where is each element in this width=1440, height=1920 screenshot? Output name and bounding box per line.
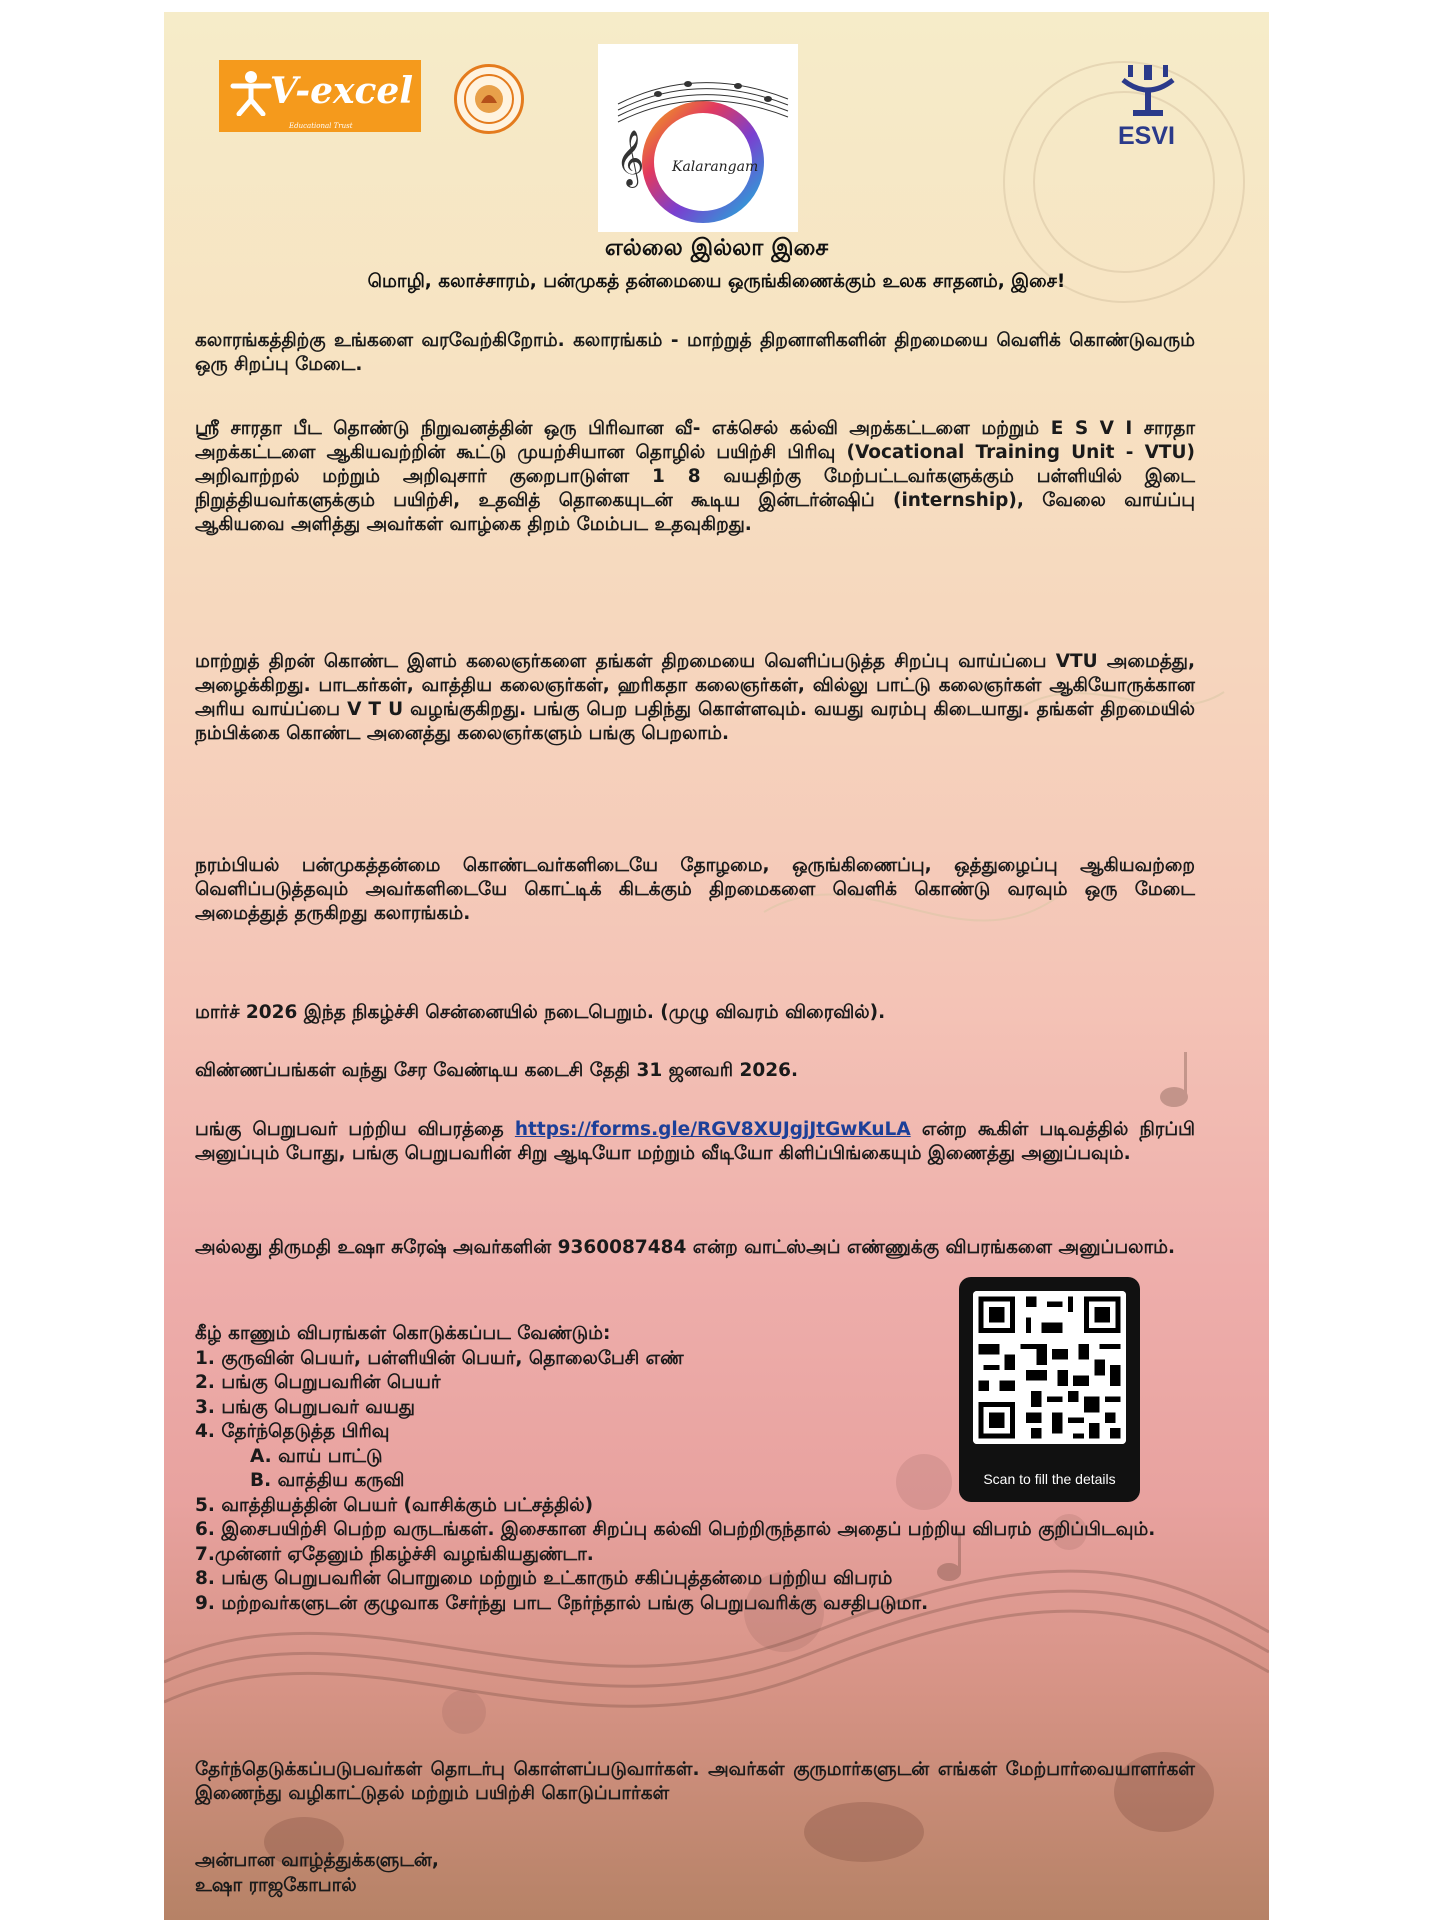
paragraph-whatsapp: அல்லது திருமதி உஷா சுரேஷ் அவர்களின் 9360087484 என்ற வாட்ஸ்அப் எண்ணுக்கு விபரங்களை அனுப்பலாம்.: [195, 1237, 1176, 1258]
kalarangam-logo-text: Kalarangam: [672, 159, 759, 175]
paragraph-about-vtu: ஸ்ரீ சாரதா பீட தொண்டு நிறுவனத்தின் ஒரு பிரிவான வீ- எக்செல் கல்வி அறக்கட்டளை மற்றும் E S V I சாரதா அறக்கட்டளை ஆகியவற்றின் கூட்டு முயற்சியான தொழில் பயிற்சி பிரிவு (Vocational Training Unit - VTU) அறிவாற்றல் மற்றும் அறிவுசார் குறைபாடுள்ள 1 8 வயதிற்கு மேற்பட்டவர்களுக்கும் பள்ளியில் இடை நிறுத்தியவர்களுக்கும் பயிற்சி, உதவித் தொகையுடன் கூடிய இன்டர்ன்ஷிப் (internship), வேலை வாய்ப்பு ஆகியவை அளித்து அவர்கள் வாழ்கை திறம் மேம்பட உதவுகிறது.: [195, 418, 1195, 535]
google-form-link[interactable]: https://forms.gle/RGV8XUJgjJtGwKuLA: [514, 1119, 911, 1140]
paragraph-form-instructions: [195, 1118, 1195, 1166]
vexcel-logo-text: V-excel: [269, 70, 413, 112]
list-item: 2. பங்கு பெறுபவரின் பெயர்: [195, 1372, 441, 1393]
vexcel-figure-icon: [227, 68, 275, 116]
closing-signature: [195, 1848, 1195, 1898]
paragraph-selection: தேர்ந்தெடுக்கப்படுபவர்கள் தொடர்பு கொள்ளப்படுவார்கள். அவர்கள் குருமார்களுடன் எங்கள் மேற்பார்வையாளர்கள் இணைந்து வழிகாட்டுதல் மற்றும் பயிற்சி கொடுப்பார்கள்: [195, 1759, 1195, 1804]
form-text-after: என்ற கூகிள் படிவத்தில் நிரப்பி அனுப்பும் போது, பங்கு பெறுபவரின் சிறு ஆடியோ மற்றும் வீடியோ கிளிப்பிங்கையும் இணைத்து அனுப்பவும்.: [195, 1119, 1195, 1164]
list-item: 5. வாத்தியத்தின் பெயர் (வாசிக்கும் பட்சத்தில்): [195, 1494, 594, 1516]
signature-name: உஷா ராஜகோபால்: [195, 1875, 357, 1896]
esvi-lamp-icon: [1113, 60, 1183, 120]
form-text-before: பங்கு பெறுபவர் பற்றிய விபரத்தை: [195, 1119, 515, 1140]
kalarangam-music-ring-icon: [598, 44, 798, 232]
page-subtitle: மொழி, கலாச்சாரம், பன்முகத் தன்மையை ஒருங்கிணைக்கும் உலக சாதனம், இசை!: [367, 271, 1066, 292]
seal-emblem-icon: [457, 67, 521, 131]
list-subitem: A. வாய் பாட்டு: [250, 1445, 383, 1467]
list-subitem: B. வாத்திய கருவி: [250, 1470, 405, 1491]
paragraph-deadline: விண்ணப்பங்கள் வந்து சேர வேண்டிய கடைசி தேதி 31 ஜனவரி 2026.: [195, 1060, 798, 1081]
kalarangam-logo: [598, 44, 798, 232]
paragraph-platform: நரம்பியல் பன்முகத்தன்மை கொண்டவர்களிடையே தோழமை, ஒருங்கிணைப்பு, ஒத்துழைப்பு ஆகியவற்றை வெளிப்படுத்தவும் அவர்களிடையே கொட்டிக் கிடக்கும் திறமைகளை வெளிக் கொண்டு வரவும் ஒரு மேடை அமைத்துத் தருகிறது கலாரங்கம்.: [195, 855, 1195, 924]
svg-text:𝄞: 𝄞: [616, 130, 645, 186]
details-heading: கீழ் காணும் விபரங்கள் கொடுக்கப்பட வேண்டும்:: [195, 1323, 611, 1344]
esvi-logo: [1113, 60, 1183, 160]
flyer-poster: [164, 12, 1269, 1920]
paragraph-welcome: கலாரங்கத்திற்கு உங்களை வரவேற்கிறோம். கலாரங்கம் - மாற்றுத் திறனாளிகளின் திறமையை வெளிக் கொண்டுவரும் ஒரு சிறப்பு மேடை.: [195, 330, 1195, 375]
paragraph-event-date: மார்ச் 2026 இந்த நிகழ்ச்சி சென்னையில் நடைபெறும். (முழு விவரம் விரைவில்).: [195, 1002, 886, 1023]
qr-code-icon[interactable]: [973, 1291, 1126, 1444]
qr-caption: Scan to fill the details: [983, 1471, 1116, 1487]
vexcel-logo-subtext: Educational Trust: [289, 122, 353, 130]
page-title: எல்லை இல்லா இசை: [604, 235, 829, 261]
esvi-logo-text: ESVI: [1118, 122, 1175, 150]
list-item: 7.முன்னர் ஏதேனும் நிகழ்ச்சி வழங்கியதுண்டா.: [195, 1543, 594, 1565]
list-item: 1. குருவின் பெயர், பள்ளியின் பெயர், தொலைபேசி எண்: [195, 1347, 684, 1369]
list-item: 6. இசைபயிற்சி பெற்ற வருடங்கள். இசைகான சிறப்பு கல்வி பெற்றிருந்தால் அதைப் பற்றிய விபரம் குறிப்பிடவும்.: [195, 1519, 1156, 1540]
list-item: 4. தேர்ந்தெடுத்த பிரிவு: [195, 1421, 390, 1442]
paragraph-invitation: மாற்றுத் திறன் கொண்ட இளம் கலைஞர்களை தங்கள் திறமையை வெளிப்படுத்த சிறப்பு வாய்ப்பை VTU அமைத்து, அழைக்கிறது. பாடகர்கள், வாத்திய கலைஞர்கள், ஹரிகதா கலைஞர்கள், வில்லு பாட்டு கலைஞர்கள் ஆகியோருக்கான அரிய வாய்ப்பை V T U வழங்குகிறது. பங்கு பெற பதிந்து கொள்ளவும். வயது வரம்பு கிடையாது. தங்கள் திறமையில் நம்பிக்கை கொண்ட அனைத்து கலைஞர்களும் பங்கு பெறலாம்.: [195, 651, 1195, 744]
qr-code-panel[interactable]: [959, 1277, 1140, 1502]
list-item: 9. மற்றவர்களுடன் குழுவாக சேர்ந்து பாட நேர்ந்தால் பங்கு பெறுபவரிக்கு வசதிபடுமா.: [195, 1592, 929, 1614]
list-item: 8. பங்கு பெறுபவரின் பொறுமை மற்றும் உட்காரும் சகிப்புத்தன்மை பற்றிய விபரம்: [195, 1568, 893, 1589]
background-decoration: [164, 12, 1269, 1920]
list-item: 3. பங்கு பெறுபவர் வயது: [195, 1396, 415, 1418]
vexcel-logo: [219, 60, 421, 132]
sharada-seal-logo: [454, 64, 524, 134]
closing-greeting: அன்பான வாழ்த்துக்களுடன்,: [195, 1850, 439, 1871]
